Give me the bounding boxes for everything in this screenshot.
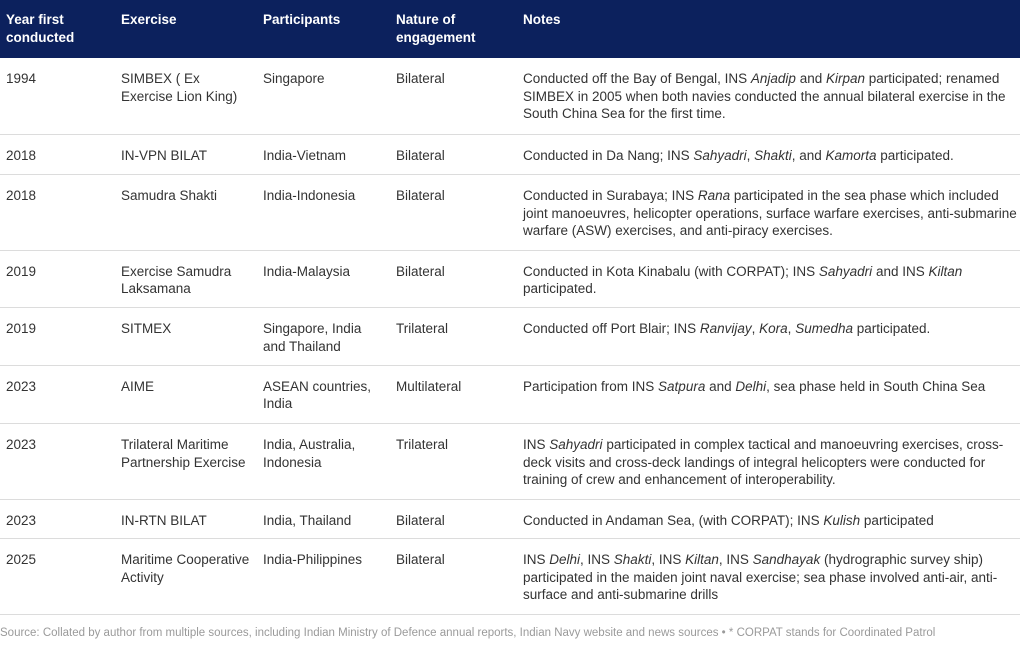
cell-participants: India-Malaysia (263, 263, 351, 279)
source-note: Source: Collated by author from multiple sources, including Indian Ministry of Defence annual reports, Indian Navy website and news sources • * CORPAT stands for Coordinated Patrol (0, 626, 936, 639)
cell-nature: Bilateral (396, 552, 445, 567)
cell-notes (517, 58, 1020, 134)
cell-nature: Multilateral (396, 378, 462, 394)
cell-notes (517, 539, 1020, 614)
cell-nature: Bilateral (396, 71, 445, 86)
notes-text: Participation from INS (523, 378, 659, 394)
notes-text: INS (523, 437, 550, 452)
notes-text: , INS (580, 552, 614, 567)
notes-text: Conducted in Kota Kinabalu (with CORPAT); INS (523, 263, 819, 279)
ship-name: Delhi (549, 552, 581, 567)
cell-year: 2023 (6, 512, 37, 528)
header-year: Year first conducted (6, 12, 75, 45)
table-row (0, 424, 1020, 500)
ship-name: Sumedha (795, 321, 853, 336)
notes-text: participated in the sea phase which included joint manoeuvres, helicopter operations, surface warfare exercises, anti-submarine warfare (ASW) exercises, and anti-piracy exercises. (523, 188, 1017, 238)
cell-exercise: Exercise Samudra Laksamana (121, 263, 232, 296)
table-header (0, 0, 1020, 58)
notes-text: participated; renamed SIMBEX in 2005 when both navies conducted the annual bilateral exercise in the South China Sea for the first time. (523, 71, 1006, 121)
notes-text: participated. (523, 281, 597, 296)
notes-text: and INS (872, 263, 929, 279)
ship-name: Kirpan (825, 71, 866, 86)
header-nature: Nature of engagement (396, 12, 476, 45)
cell-nature: Trilateral (396, 437, 449, 452)
cell-participants: India-Vietnam (263, 147, 347, 163)
notes-text: Conducted in Andaman Sea, (with CORPAT); INS (523, 512, 824, 528)
ship-name: Kora (759, 321, 788, 336)
ship-name: Sandhayak (752, 552, 821, 567)
ship-name: Rana (697, 188, 731, 203)
ship-name: Kiltan (928, 263, 963, 279)
header-exercise: Exercise (121, 12, 177, 27)
notes-text: participated. (852, 321, 931, 336)
notes-text: participated. (876, 147, 954, 163)
cell-nature: Bilateral (396, 147, 445, 163)
notes-text: participated (860, 512, 934, 528)
cell-year: 2018 (6, 188, 37, 203)
notes-text: , and (791, 147, 826, 163)
table-row (0, 539, 1020, 615)
ship-name: Sahyadri (693, 147, 747, 163)
table-row (0, 366, 1020, 425)
notes-text: , (787, 321, 796, 336)
ship-name: Anjadip (750, 71, 796, 86)
cell-notes (517, 308, 1020, 365)
ship-name: Sahyadri (818, 263, 873, 279)
cell-nature: Bilateral (396, 263, 445, 279)
notes-text: , INS (718, 552, 753, 567)
cell-exercise: Samudra Shakti (121, 188, 218, 203)
cell-participants: India, Australia, Indonesia (263, 437, 356, 470)
cell-nature: Bilateral (396, 512, 445, 528)
cell-participants: Singapore, India and Thailand (263, 321, 362, 354)
cell-notes (517, 366, 1020, 424)
notes-text: Conducted in Da Nang; INS (523, 147, 694, 163)
ship-name: Kamorta (825, 147, 877, 163)
cell-year: 2025 (6, 552, 37, 567)
cell-year: 2018 (6, 147, 37, 163)
table-row (0, 135, 1020, 176)
cell-year: 2023 (6, 437, 37, 452)
ship-name: Shakti (613, 552, 652, 567)
cell-participants: ASEAN countries, India (263, 378, 372, 411)
notes-text: (hydrographic survey ship) participated in the maiden joint naval exercise; sea phase involved anti-air, anti-surface and anti-submarine drills (523, 552, 998, 602)
table-row (0, 58, 1020, 135)
ship-name: Ranvijay (699, 321, 752, 336)
table-row (0, 251, 1020, 309)
cell-nature: Bilateral (396, 188, 445, 203)
notes-text: Conducted in Surabaya; INS (523, 188, 698, 203)
table-row (0, 175, 1020, 251)
notes-text: , (746, 147, 755, 163)
cell-notes (517, 424, 1020, 499)
cell-participants: India-Indonesia (263, 188, 356, 203)
notes-text: INS (523, 552, 550, 567)
ship-name: Shakti (754, 147, 792, 163)
table-row (0, 500, 1020, 540)
cell-year: 1994 (6, 71, 37, 86)
ship-name: Kiltan (685, 552, 719, 567)
cell-participants: India-Philippines (263, 552, 363, 567)
ship-name: Satpura (658, 378, 706, 394)
cell-exercise: IN-VPN BILAT (121, 147, 208, 163)
cell-exercise: Maritime Cooperative Activity (121, 552, 250, 585)
cell-participants: Singapore (263, 71, 325, 86)
notes-text: participated in complex tactical and manoeuvring exercises, cross-deck visits and cross-deck landings of integral helicopters were conducted for training of crew and enhancement of interoperability. (523, 437, 1004, 487)
notes-text: , sea phase held in South China Sea (766, 378, 986, 394)
ship-name: Kulish (823, 512, 861, 528)
cell-notes (517, 175, 1020, 250)
cell-notes (517, 251, 1020, 308)
cell-exercise: IN-RTN BILAT (121, 512, 207, 528)
table-body (0, 58, 1020, 615)
cell-year: 2023 (6, 378, 37, 394)
notes-text: Conducted off Port Blair; INS (523, 321, 700, 336)
cell-exercise: Trilateral Maritime Partnership Exercise (121, 437, 246, 470)
cell-exercise: SIMBEX ( Ex Exercise Lion King) (121, 71, 238, 104)
cell-exercise: AIME (121, 378, 155, 394)
table-row (0, 308, 1020, 366)
notes-text: Conducted off the Bay of Bengal, INS (523, 71, 751, 86)
header-participants: Participants (263, 12, 341, 27)
cell-participants: India, Thailand (263, 512, 352, 528)
cell-year: 2019 (6, 263, 37, 279)
cell-notes (517, 135, 1020, 175)
ship-name: Delhi (735, 378, 767, 394)
cell-year: 2019 (6, 321, 37, 336)
header-notes: Notes (523, 12, 561, 27)
cell-notes (517, 500, 1020, 539)
notes-text: and (795, 71, 826, 86)
ship-name: Sahyadri (549, 437, 603, 452)
notes-text: and (705, 378, 736, 394)
notes-text: , (751, 321, 760, 336)
cell-exercise: SITMEX (121, 321, 172, 336)
cell-nature: Trilateral (396, 321, 449, 336)
notes-text: , INS (651, 552, 686, 567)
